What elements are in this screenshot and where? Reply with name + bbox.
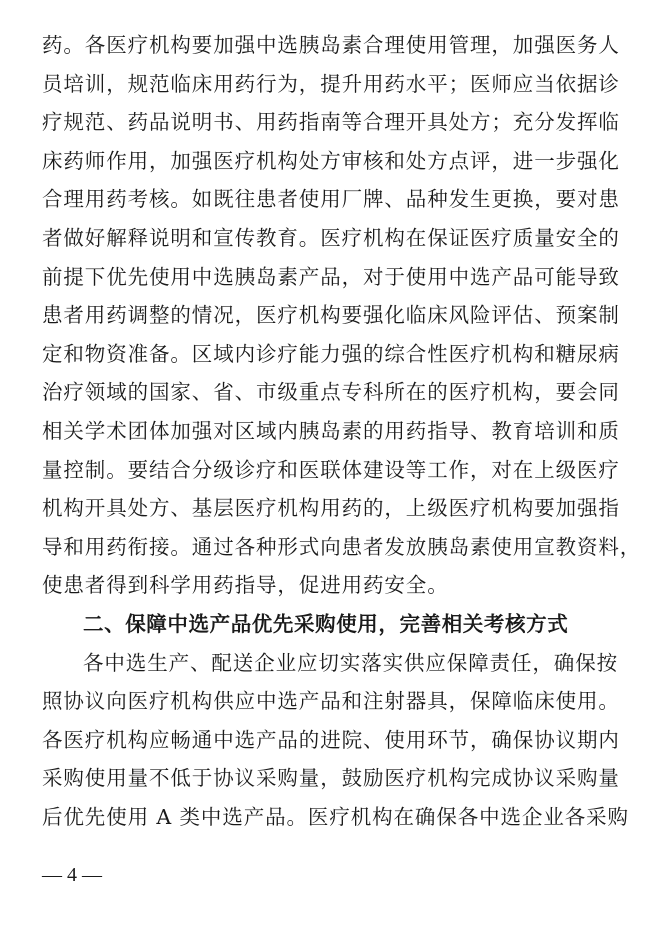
paragraph-2-line: 采购使用量不低于协议采购量，鼓励医疗机构完成协议采购量 bbox=[42, 766, 620, 791]
paragraph-1-line: 疗规范、药品说明书、用药指南等合理开具处方；充分发挥临 bbox=[42, 110, 620, 135]
page-number: — 4 — bbox=[42, 864, 102, 886]
paragraph-2-line: 照协议向医疗机构供应中选产品和注射器具，保障临床使用。 bbox=[42, 689, 620, 714]
paragraph-1-line: 相关学术团体加强对区域内胰岛素的用药指导、教育培训和质 bbox=[42, 418, 620, 443]
paragraph-1-line: 员培训，规范临床用药行为，提升用药水平；医师应当依据诊 bbox=[42, 71, 620, 96]
paragraph-1-line: 定和物资准备。区域内诊疗能力强的综合性医疗机构和糖尿病 bbox=[42, 341, 620, 366]
paragraph-1-line: 机构开具处方、基层医疗机构用药的，上级医疗机构要加强指 bbox=[42, 496, 620, 521]
paragraph-1-line: 者做好解释说明和宣传教育。医疗机构在保证医疗质量安全的 bbox=[42, 225, 620, 250]
paragraph-1-line: 前提下优先使用中选胰岛素产品，对于使用中选产品可能导致 bbox=[42, 264, 620, 289]
document-body bbox=[42, 26, 642, 836]
paragraph-2-line: 各医疗机构应畅通中选产品的进院、使用环节，确保协议期内 bbox=[42, 727, 620, 752]
paragraph-1-line: 使患者得到科学用药指导，促进用药安全。 bbox=[42, 573, 449, 598]
section-heading: 二、保障中选产品优先采购使用，完善相关考核方式 bbox=[83, 611, 569, 636]
paragraph-1-line: 量控制。要结合分级诊疗和医联体建设等工作，对在上级医疗 bbox=[42, 457, 620, 482]
paragraph-1-line: 床药师作用，加强医疗机构处方审核和处方点评，进一步强化 bbox=[42, 148, 620, 173]
paragraph-1-line: 药。各医疗机构要加强中选胰岛素合理使用管理，加强医务人 bbox=[42, 33, 620, 57]
paragraph-1-line: 治疗领域的国家、省、市级重点专科所在的医疗机构，要会同 bbox=[42, 380, 620, 405]
paragraph-2-line: 各中选生产、配送企业应切实落实供应保障责任，确保按 bbox=[83, 650, 618, 675]
paragraph-1-line: 患者用药调整的情况，医疗机构要强化临床风险评估、预案制 bbox=[42, 303, 620, 328]
paragraph-2-line: 后优先使用 A 类中选产品。医疗机构在确保各中选企业各采购 bbox=[42, 804, 629, 829]
paragraph-1-line: 导和用药衔接。通过各种形式向患者发放胰岛素使用宣教资料， bbox=[42, 534, 642, 559]
paragraph-1-line: 合理用药考核。如既往患者使用厂牌、品种发生更换，要对患 bbox=[42, 187, 620, 212]
